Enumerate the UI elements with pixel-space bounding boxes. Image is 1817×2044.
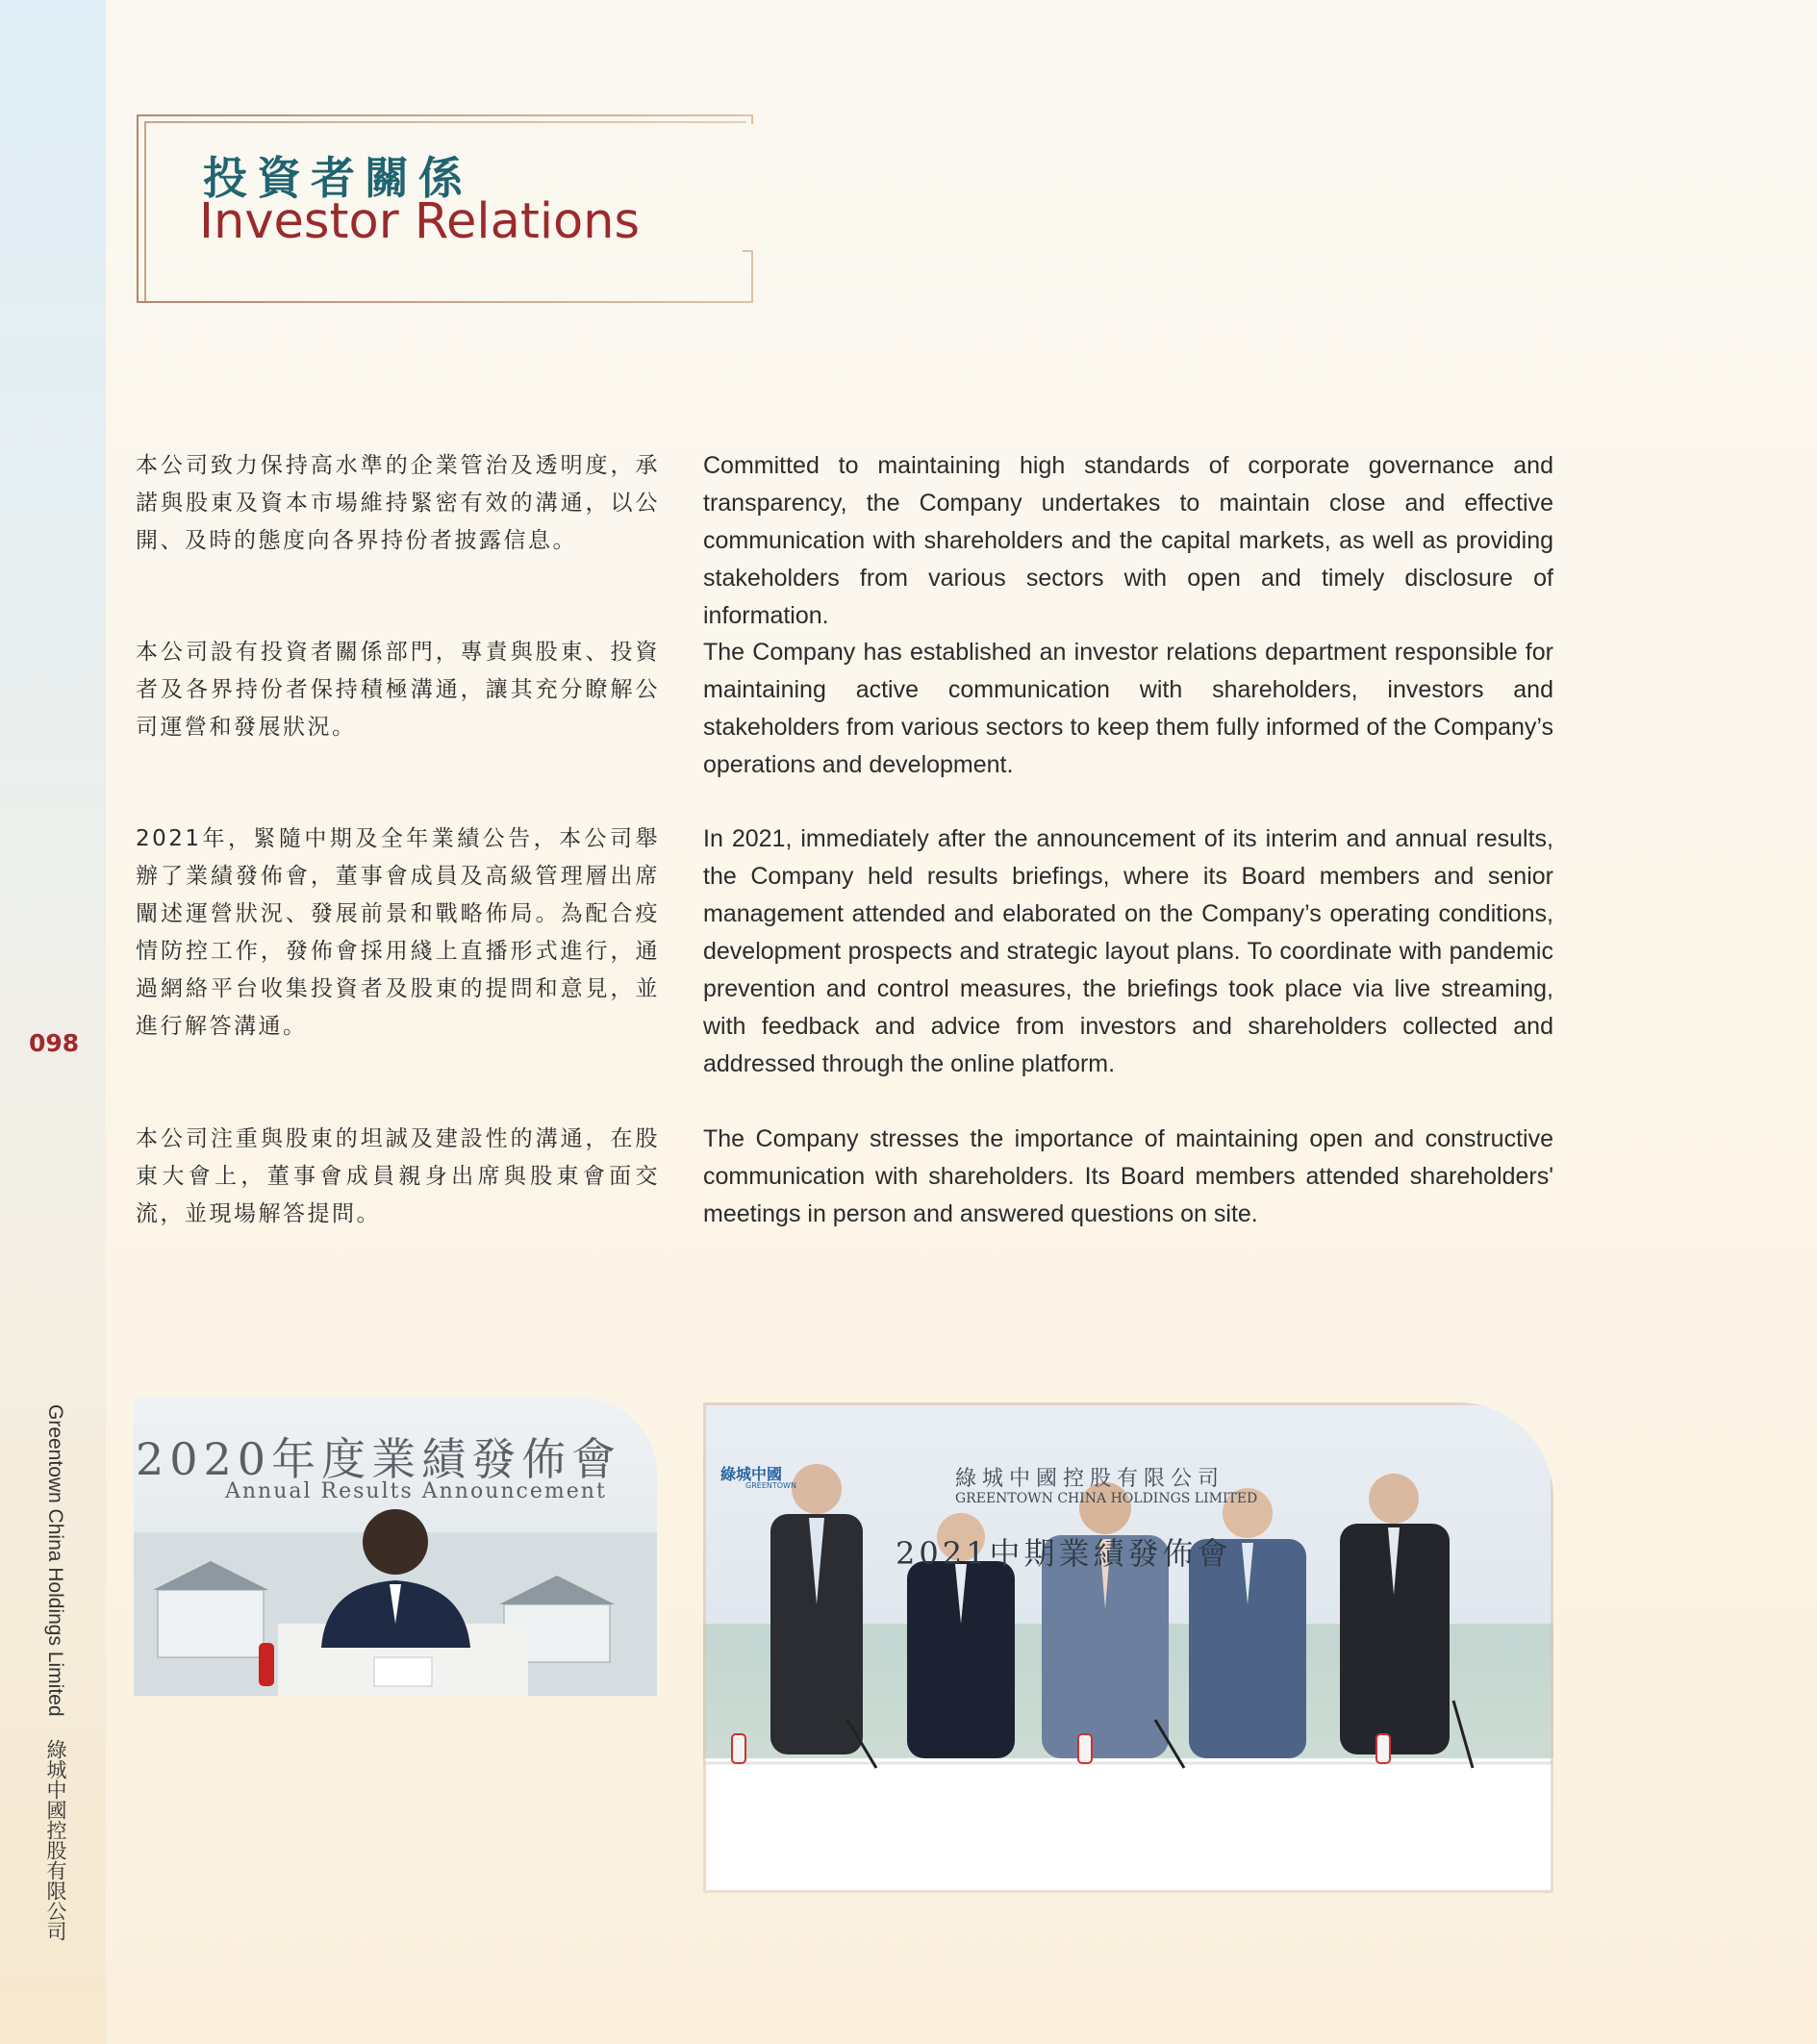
company-name-zh: 綠城中國控股有限公司 — [44, 1739, 66, 1942]
title-block — [134, 113, 754, 304]
page-title-zh: 投資者關係 — [203, 152, 472, 204]
interim-results-photo — [703, 1402, 1553, 1893]
paragraph-zh-4: 本公司注重與股東的坦誠及建設性的溝通，在股東大會上，董事會成員親身出席與股東會面交流，並現場解答提問。 — [136, 1126, 660, 1226]
company-name-vertical — [40, 1404, 69, 1941]
paragraph-en-4: The Company stresses the importance of maintaining open and constructive communication with shareholders. Its Board members attended shareholders' meetings in person and answered questions on site. — [703, 1125, 1553, 1227]
annual-banner-zh: 2020年度業績發佈會 — [136, 1433, 622, 1485]
paragraph-zh-2: 本公司設有投資者關係部門，專責與股東、投資者及各界持份者保持積極溝通，讓其充分瞭解公司運營和發展狀況。 — [136, 640, 660, 740]
interim-company-en: GREENTOWN CHINA HOLDINGS LIMITED — [955, 1491, 1258, 1506]
company-name-en: Greentown China Holdings Limited — [44, 1404, 66, 1717]
greentown-logo-zh: 綠城中國 — [720, 1465, 783, 1483]
paragraph-zh-1: 本公司致力保持高水準的企業管治及透明度，承諾與股東及資本市場維持緊密有效的溝通，以公開、及時的態度向各界持份者披露信息。 — [136, 453, 660, 553]
paragraph-en-1: Committed to maintaining high standards of corporate governance and transparency, the Company undertakes to maintain close and effective communication with shareholders and the capital markets, as well as providing stakeholders from various sectors with open and timely disclosure of information. — [703, 452, 1553, 629]
paragraph-en-3: In 2021, immediately after the announcement of its interim and annual results, the Company held results briefings, where its Board members and senior management attended and elaborated on the Company’s operating conditions, development prospects and strategic layout plans. To coordinate with pandemic prevention and control measures, the briefings took place via live streaming, with feedback and advice from investors and shareholders collected and addressed through the online platform. — [703, 825, 1553, 1077]
interim-company-zh: 綠城中國控股有限公司 — [955, 1467, 1225, 1491]
annual-results-photo — [134, 1398, 657, 1696]
greentown-logo-en: GREENTOWN — [745, 1481, 796, 1490]
paragraph-zh-3: 2021年，緊隨中期及全年業績公告，本公司舉辦了業績發佈會，董事會成員及高級管理層出席闡述運營狀況、發展前景和戰略佈局。為配合疫情防控工作，發佈會採用綫上直播形式進行，通過網絡平台收集投資者及股東的提問和意見，並進行解答溝通。 — [136, 826, 660, 1039]
page-title-en: Investor Relations — [199, 193, 641, 250]
paragraph-en-2: The Company has established an investor relations department responsible for maintaining active communication with shareholders, investors and stakeholders from various sectors to keep them fully informed of the Company’s operations and development. — [703, 639, 1553, 778]
annual-banner-en: Annual Results Announcement — [225, 1479, 607, 1503]
page-number: 098 — [29, 1029, 80, 1057]
interim-banner-zh: 2021中期業績發佈會 — [896, 1535, 1232, 1572]
